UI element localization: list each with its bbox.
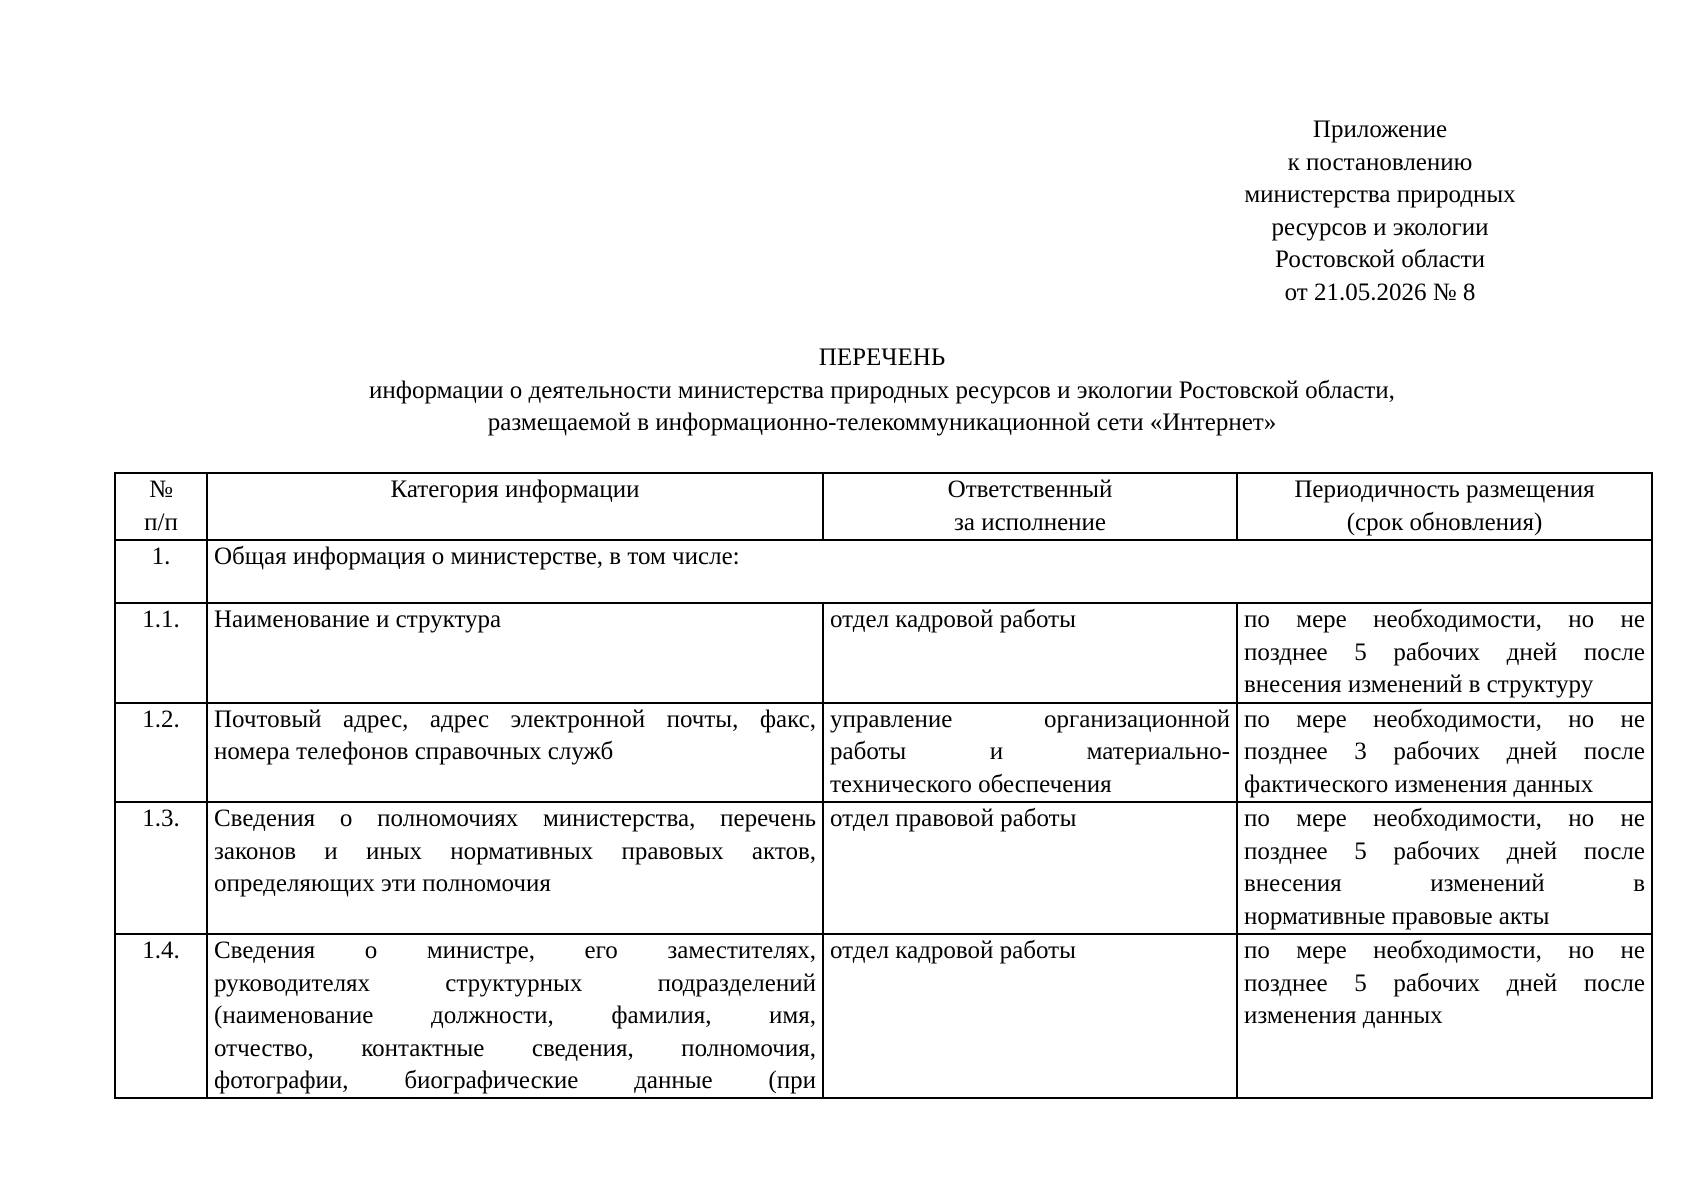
appendix-line: Ростовской области bbox=[1275, 246, 1485, 273]
table-row bbox=[115, 603, 1652, 703]
appendix-line: от 21.05.2026 № 8 bbox=[1284, 278, 1476, 306]
row-number: 1. bbox=[115, 540, 207, 603]
appendix-line: ресурсов и экологии bbox=[1271, 213, 1489, 241]
document-heading bbox=[114, 342, 1650, 440]
row-number: 1.3. bbox=[115, 802, 207, 934]
appendix-block bbox=[1200, 114, 1560, 309]
table-row bbox=[115, 703, 1652, 803]
row-number: 1.4. bbox=[115, 934, 207, 1098]
row-number: 1.2. bbox=[115, 703, 207, 803]
row-periodicity: по мере необходимости, но не позднее 5 рабочих дней после внесения изменений в структуру bbox=[1237, 603, 1652, 703]
header-responsible: Ответственный за исполнение bbox=[823, 473, 1237, 540]
header-number: № п/п bbox=[115, 473, 207, 540]
header-category: Категория информации bbox=[207, 473, 823, 540]
row-category: Наименование и структура bbox=[207, 603, 823, 703]
table-header-row bbox=[115, 473, 1652, 540]
document-title: ПЕРЕЧЕНЬ bbox=[818, 344, 946, 371]
table-row bbox=[115, 540, 1652, 603]
document-subtitle: размещаемой в информационно-телекоммуникационной сети «Интернет» bbox=[487, 409, 1277, 436]
row-category: Почтовый адрес, адрес электронной почты, факс, номера телефонов справочных служб bbox=[207, 703, 823, 803]
information-table bbox=[114, 472, 1653, 1099]
row-category: Общая информация о министерстве, в том числе: bbox=[207, 540, 1652, 603]
row-responsible: отдел кадровой работы bbox=[823, 934, 1237, 1098]
row-responsible: управление организационной работы и материально- технического обеспечения bbox=[823, 703, 1237, 803]
row-category: Сведения о полномочиях министерства, перечень законов и иных нормативных правовых актов, определяющих эти полномочия bbox=[207, 802, 823, 934]
row-periodicity: по мере необходимости, но не позднее 3 рабочих дней после фактического изменения данных bbox=[1237, 703, 1652, 803]
appendix-line: к постановлению bbox=[1287, 148, 1473, 176]
header-periodicity: Периодичность размещения (срок обновления) bbox=[1237, 473, 1652, 540]
row-responsible: отдел кадровой работы bbox=[823, 603, 1237, 703]
row-periodicity: по мере необходимости, но не позднее 5 рабочих дней после изменения данных bbox=[1237, 934, 1652, 1098]
row-periodicity: по мере необходимости, но не позднее 5 рабочих дней после внесения изменений в нормативные правовые акты bbox=[1237, 802, 1652, 934]
appendix-line: Приложение bbox=[1312, 116, 1448, 143]
row-category: Сведения о министре, его заместителях, руководителях структурных подразделений (наименование должности, фамилия, имя, отчество, контактные сведения, полномочия, фотографии, биографические данные (при bbox=[207, 934, 823, 1098]
table-row bbox=[115, 934, 1652, 1098]
table-row bbox=[115, 802, 1652, 934]
row-responsible: отдел правовой работы bbox=[823, 802, 1237, 934]
row-number: 1.1. bbox=[115, 603, 207, 703]
appendix-line: министерства природных bbox=[1244, 181, 1516, 208]
document-subtitle: информации о деятельности министерства природных ресурсов и экологии Ростовской области, bbox=[369, 376, 1395, 404]
